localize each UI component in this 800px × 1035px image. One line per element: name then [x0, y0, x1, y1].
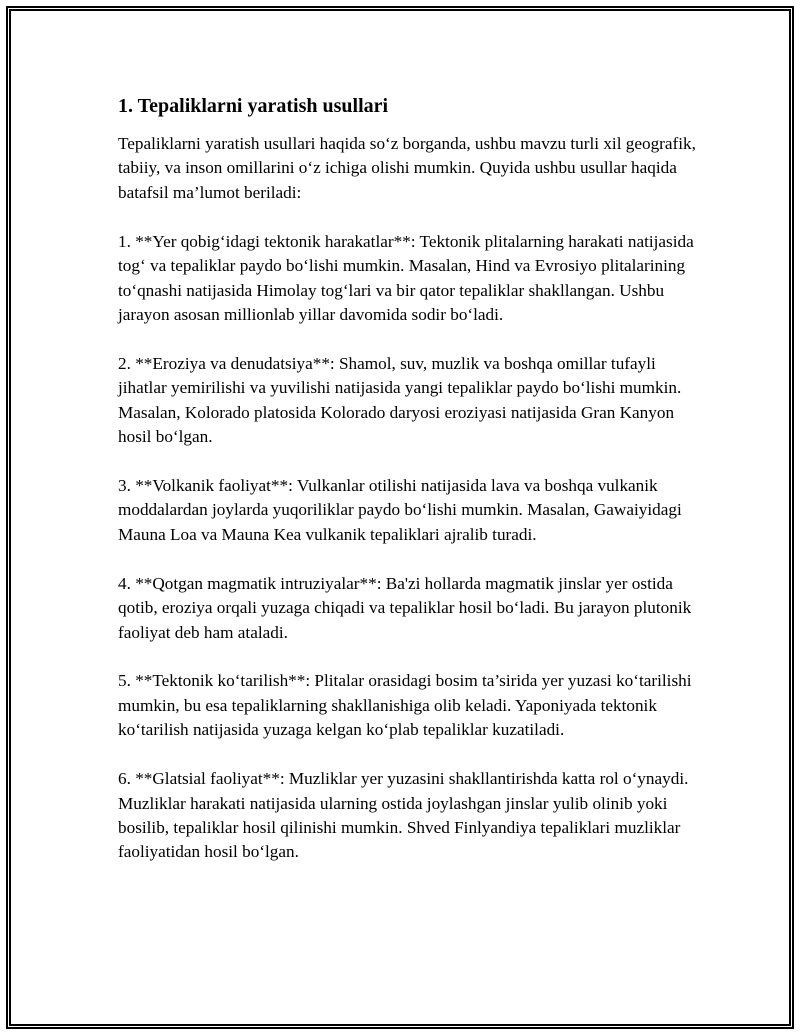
paragraph-magmatic-intrusions: 4. **Qotgan magmatik intruziyalar**: Ba'zi hollarda magmatik jinslar yer ostida qotib, eroziya orqali yuzaga chiqadi va tepaliklar hosil bo‘ladi. Bu jarayon plutonik faoliyat deb ham ataladi. — [118, 573, 692, 642]
paragraph-glacial: 6. **Glatsial faoliyat**: Muzliklar yer yuzasini shakllantirishda katta rol o‘ynaydi. Muzliklar harakati natijasida ularning ostida joylashgan jinslar yulib olinib yoki bosilib, tepaliklar hosil qilinishi mumkin. Shved Finlyandiya tepaliklari muzliklar faoliyatidan hosil bo‘lgan. — [118, 769, 689, 862]
section-heading: 1. Tepaliklarni yaratish usullari — [118, 95, 389, 117]
paragraph-tectonic-uplift: 5. **Tektonik ko‘tarilish**: Plitalar orasidagi bosim ta’sirida yer yuzasi ko‘tarilishi mumkin, bu esa tepaliklarning shakllanishiga olib keladi. Yaponiyada tektonik ko‘tarilish natijasida yuzaga kelgan ko‘plab tepaliklar kuzatiladi. — [118, 671, 692, 740]
paragraph-erosion: 2. **Eroziya va denudatsiya**: Shamol, suv, muzlik va boshqa omillar tufayli jihatlar yemirilishi va yuvilishi natijasida yangi tepaliklar paydo bo‘lishi mumkin. Masalan, Kolorado platosida Kolorado daryosi eroziyasi natijasida Gran Kanyon hosil bo‘lgan. — [118, 353, 682, 447]
paragraph-tectonic-movements: 1. **Yer qobig‘idagi tektonik harakatlar**: Tektonik plitalarning harakati natijasida tog‘ va tepaliklar paydo bo‘lishi mumkin. Masalan, Hind va Evrosiyo plitalarining to‘qnashi natijasida Himolay tog‘lari va bir qator tepaliklar shakllangan. Ushbu jarayon asosan millionlab yillar davomida sodir bo‘ladi. — [118, 231, 694, 324]
paragraph-volcanic: 3. **Volkanik faoliyat**: Vulkanlar otilishi natijasida lava va boshqa vulkanik moddalardan joylarda yuqoriliklar paydo bo‘lishi mumkin. Masalan, Gawaiyidagi Mauna Loa va Mauna Kea vulkanik tepaliklari ajralib turadi. — [118, 475, 682, 544]
document-body — [118, 92, 698, 889]
intro-paragraph: Tepaliklarni yaratish usullari haqida so‘z borganda, ushbu mavzu turli xil geografik, tabiiy, va inson omillarini o‘z ichiga olishi mumkin. Quyida ushbu usullar haqida batafsil ma’lumot beriladi: — [118, 134, 696, 202]
